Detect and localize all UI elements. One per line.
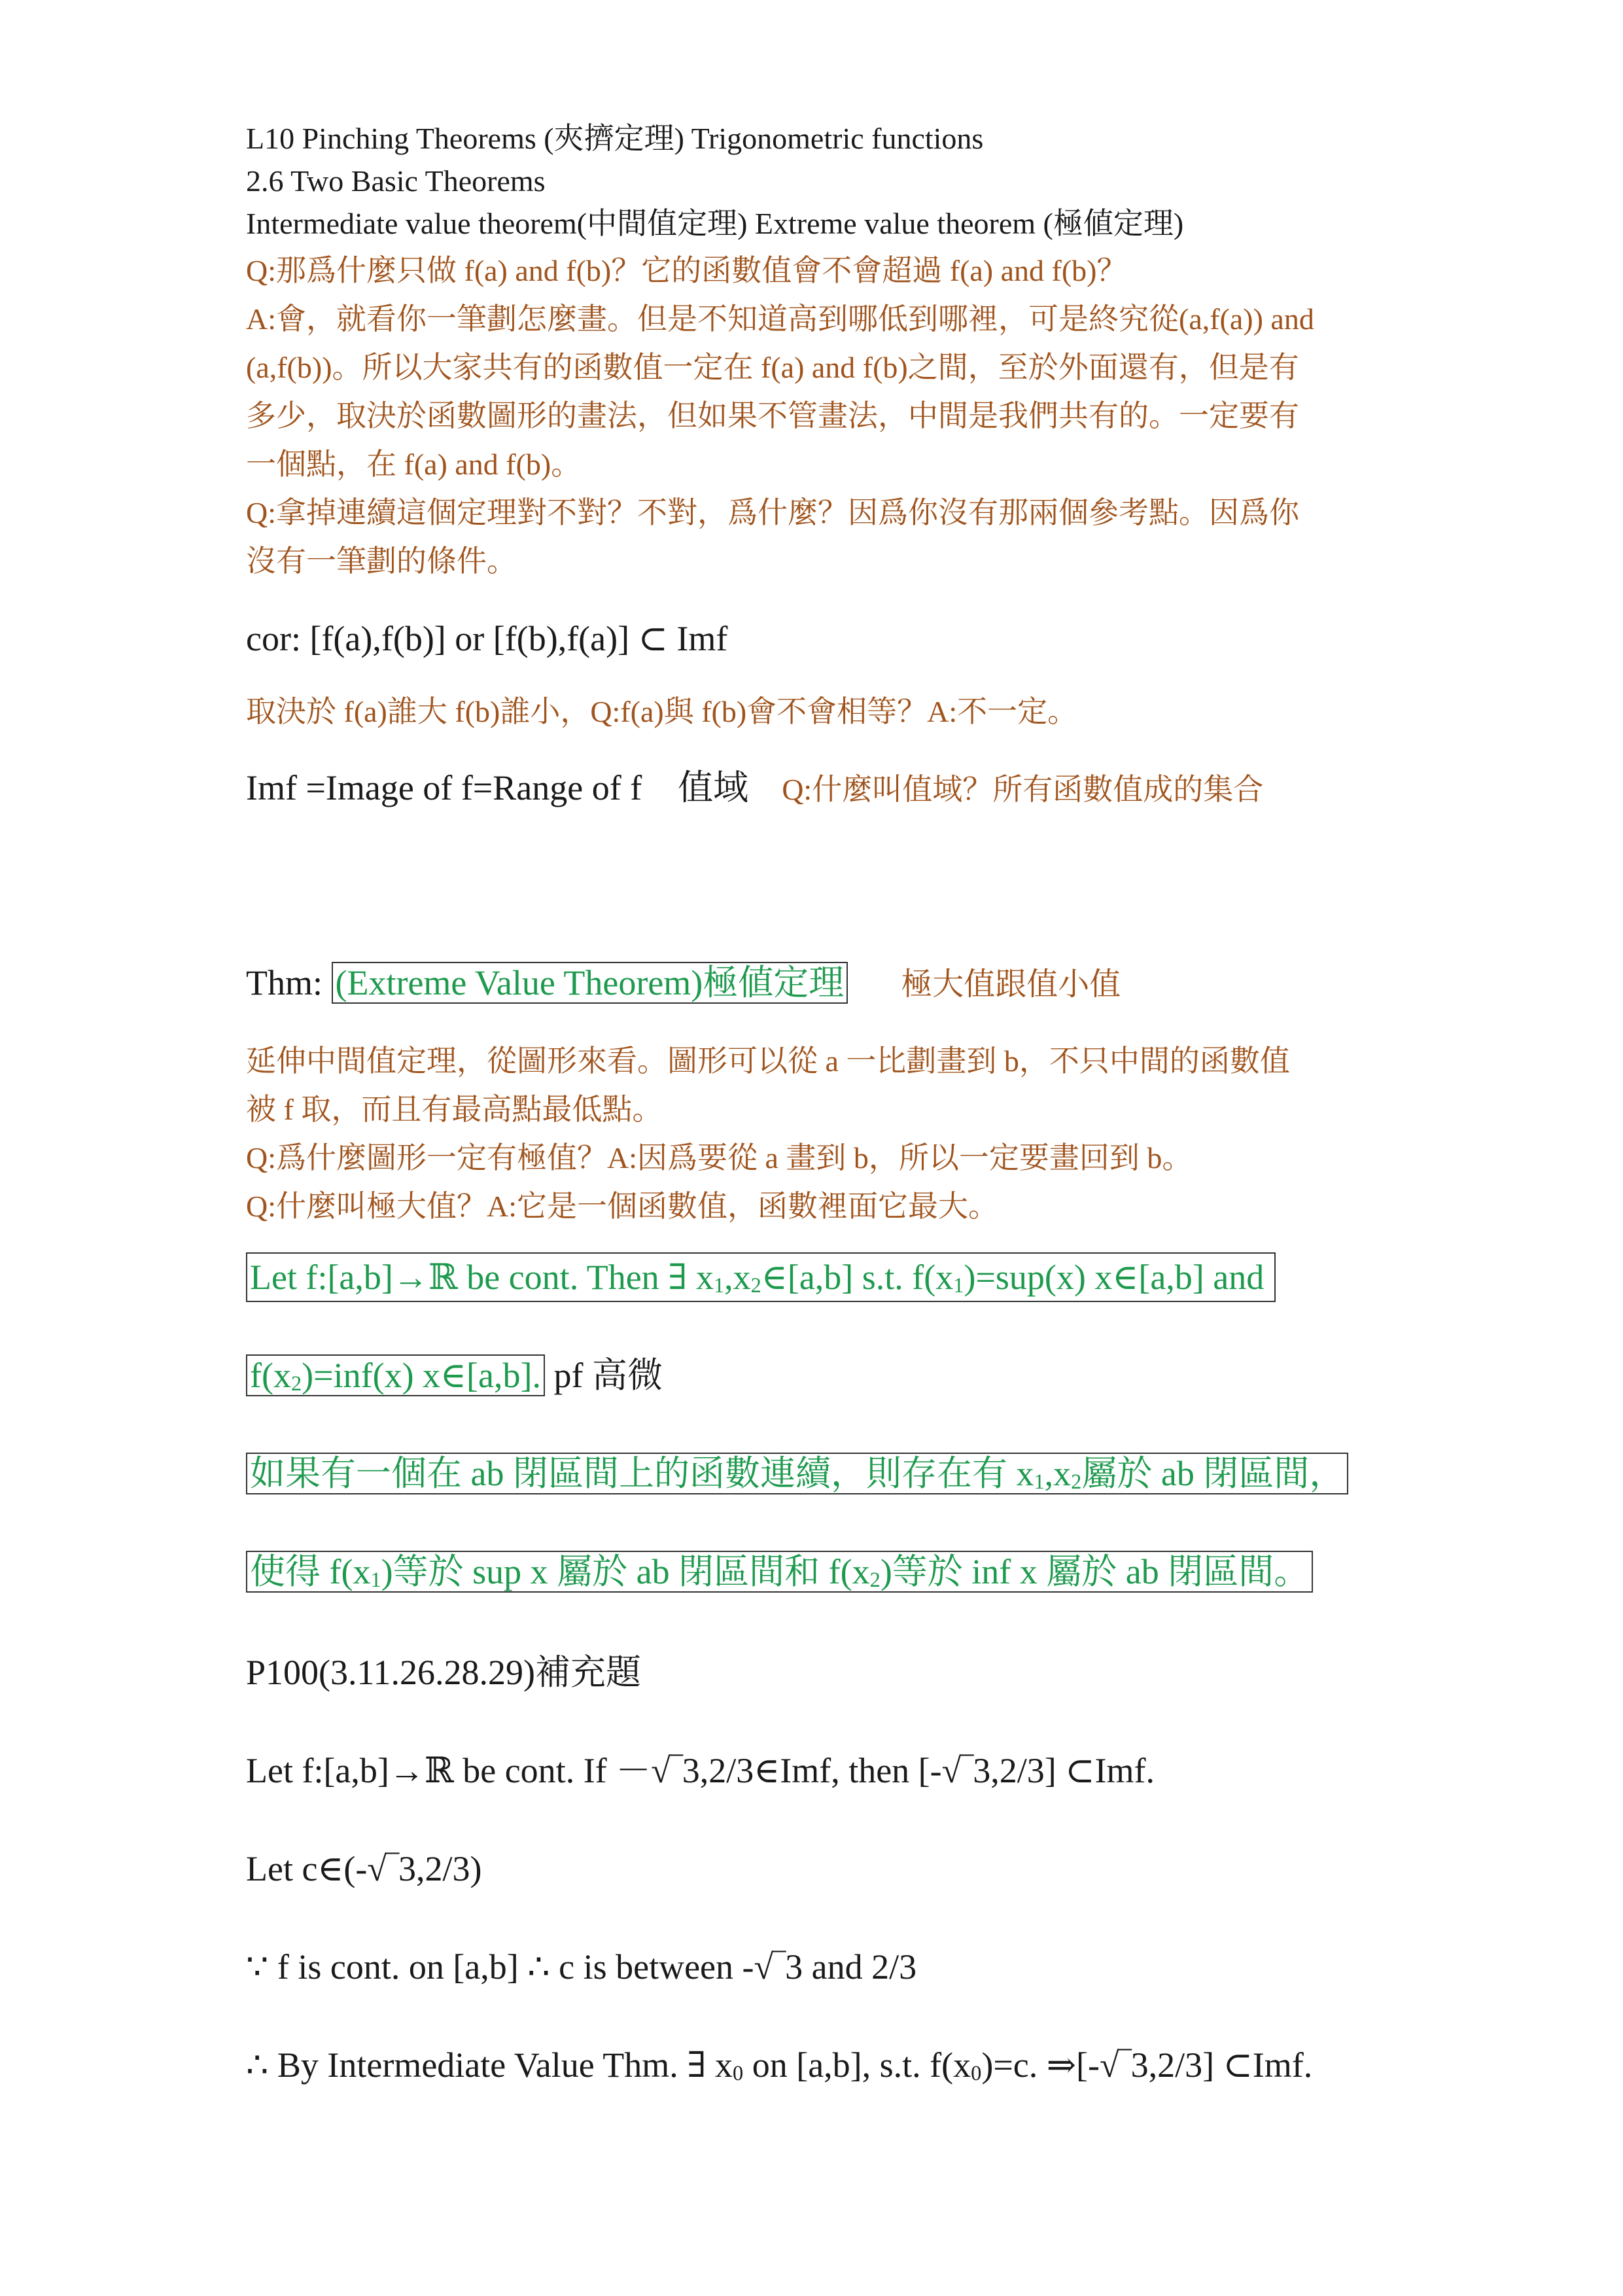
exercise-line-3: ∵ f is cont. on [a,b] ∴ c is between -√‾3 and 2/3 (246, 1947, 917, 1987)
exercise-sub: 0 (733, 2061, 744, 2085)
proof-reference: pf 高微 (544, 1356, 663, 1395)
question-1: Q:那爲什麼只做 f(a) and f(b)？它的函數值會不會超過 f(a) and f(b)？ (246, 254, 1127, 287)
theorem-label: Thm: (246, 963, 323, 1002)
image-definition-text: Imf =Image of f=Range of f (246, 768, 642, 807)
stmt-part: f(x (250, 1356, 291, 1395)
theorem-statement-box-1 (246, 1252, 1276, 1302)
stmt-part: )等於 inf x 屬於 ab 閉區間。 (880, 1552, 1310, 1591)
stmt-sub: 2 (750, 1273, 761, 1298)
question-2-line-1: Q:拿掉連續這個定理對不對？不對，爲什麼？因爲你沒有那兩個參考點。因爲你 (246, 496, 1299, 529)
theorem-note: 極大值跟值小值 (901, 967, 1121, 1002)
stmt-part: )等於 sup x 屬於 ab 閉區間和 f(x (381, 1552, 870, 1591)
extension-line-1: 延伸中間值定理，從圖形來看。圖形可以從 a 一比劃畫到 b，不只中間的函數值 (246, 1044, 1290, 1078)
exercise-line-2: Let c∈(-√‾3,2/3) (246, 1849, 482, 1888)
theorems-heading: Intermediate value theorem(中間值定理) Extreme value theorem (極値定理) (246, 207, 1184, 240)
stmt-part: )=sup(x) x∈[a,b] and (964, 1258, 1265, 1297)
theorem-statement-box-2 (246, 1354, 545, 1396)
answer-1-line-1: A:會，就看你一筆劃怎麼畫。但是不知道高到哪低到哪裡，可是終究從(a,f(a)) and (246, 302, 1314, 336)
image-definition (246, 764, 1263, 813)
section-title: 2.6 Two Basic Theorems (246, 164, 546, 198)
exercise-part: )=c. ⇒[-√‾3,2/3] ⊂Imf. (981, 2045, 1313, 2085)
extension-line-2: 被 f 取，而且有最高點最低點。 (246, 1093, 663, 1126)
stmt-part: 屬於 ab 閉區間， (1081, 1454, 1345, 1493)
stmt-part: ,x (724, 1258, 751, 1297)
stmt-sub: 2 (869, 1568, 881, 1592)
exercise-sub: 0 (971, 2061, 982, 2085)
theorem-heading (246, 959, 1121, 1008)
exercise-part: on [a,b], s.t. f(x (743, 2045, 971, 2085)
stmt-sub: 2 (1071, 1470, 1082, 1494)
stmt-part: ∈[a,b] s.t. f(x (761, 1258, 954, 1297)
stmt-part: 使得 f(x (250, 1552, 371, 1591)
image-definition-cn: 值域 (678, 768, 749, 807)
exercise-title: P100(3.11.26.28.29)補充題 (246, 1653, 641, 1692)
theorem-statement-line-2 (246, 1352, 663, 1399)
stmt-sub: 1 (953, 1273, 964, 1298)
exercise-line-4 (246, 2041, 1312, 2089)
lecture-title: L10 Pinching Theorems (夾擠定理) Trigonometric functions (246, 122, 984, 155)
stmt-sub: 1 (370, 1568, 381, 1592)
exercise-line-1: Let f:[a,b]→ℝ be cont. If －√‾3,2/3∈Imf, then [-√‾3,2/3] ⊂Imf. (246, 1751, 1155, 1790)
theorem-chinese-line-1 (246, 1450, 1348, 1497)
theorem-chinese-box-1 (246, 1453, 1348, 1494)
theorem-chinese-box-2 (246, 1551, 1313, 1593)
corollary: cor: [f(a),f(b)] or [f(b),f(a)] ⊂ Imf (246, 619, 728, 658)
stmt-sub: 2 (290, 1371, 302, 1396)
exercise-part: ∴ By Intermediate Value Thm. ∃ x (246, 2045, 733, 2085)
stmt-part: )=inf(x) x∈[a,b]. (302, 1356, 541, 1395)
image-definition-note: Q:什麼叫值域？所有函數值成的集合 (782, 773, 1264, 806)
stmt-part: ,x (1044, 1454, 1072, 1493)
stmt-part: 如果有一個在 ab 閉區間上的函數連續，則存在有 x (250, 1454, 1034, 1493)
corollary-note: 取決於 f(a)誰大 f(b)誰小，Q:f(a)與 f(b)會不會相等？A:不一定。 (246, 695, 1078, 728)
question-2-line-2: 沒有一筆劃的條件。 (246, 544, 517, 578)
theorem-statement-line-1 (246, 1252, 1276, 1302)
stmt-sub: 1 (1034, 1470, 1045, 1494)
stmt-sub: 1 (713, 1273, 725, 1298)
answer-1-line-4: 一個點，在 f(a) and f(b)。 (246, 448, 582, 481)
answer-1-line-2: (a,f(b))。所以大家共有的函數值一定在 f(a) and f(b)之間，至於外面還有，但是有 (246, 351, 1299, 384)
stmt-part: Let f:[a,b]→ℝ be cont. Then ∃ x (250, 1258, 714, 1297)
theorem-chinese-line-2 (246, 1548, 1313, 1595)
question-3: Q:爲什麼圖形一定有極值？A:因爲要從 a 畫到 b，所以一定要畫回到 b。 (246, 1141, 1193, 1174)
question-4: Q:什麼叫極大值？A:它是一個函數值，函數裡面它最大。 (246, 1190, 998, 1223)
theorem-name-box: (Extreme Value Theorem)極値定理 (332, 962, 848, 1004)
answer-1-line-3: 多少，取決於函數圖形的畫法，但如果不管畫法，中間是我們共有的。一定要有 (246, 399, 1299, 433)
